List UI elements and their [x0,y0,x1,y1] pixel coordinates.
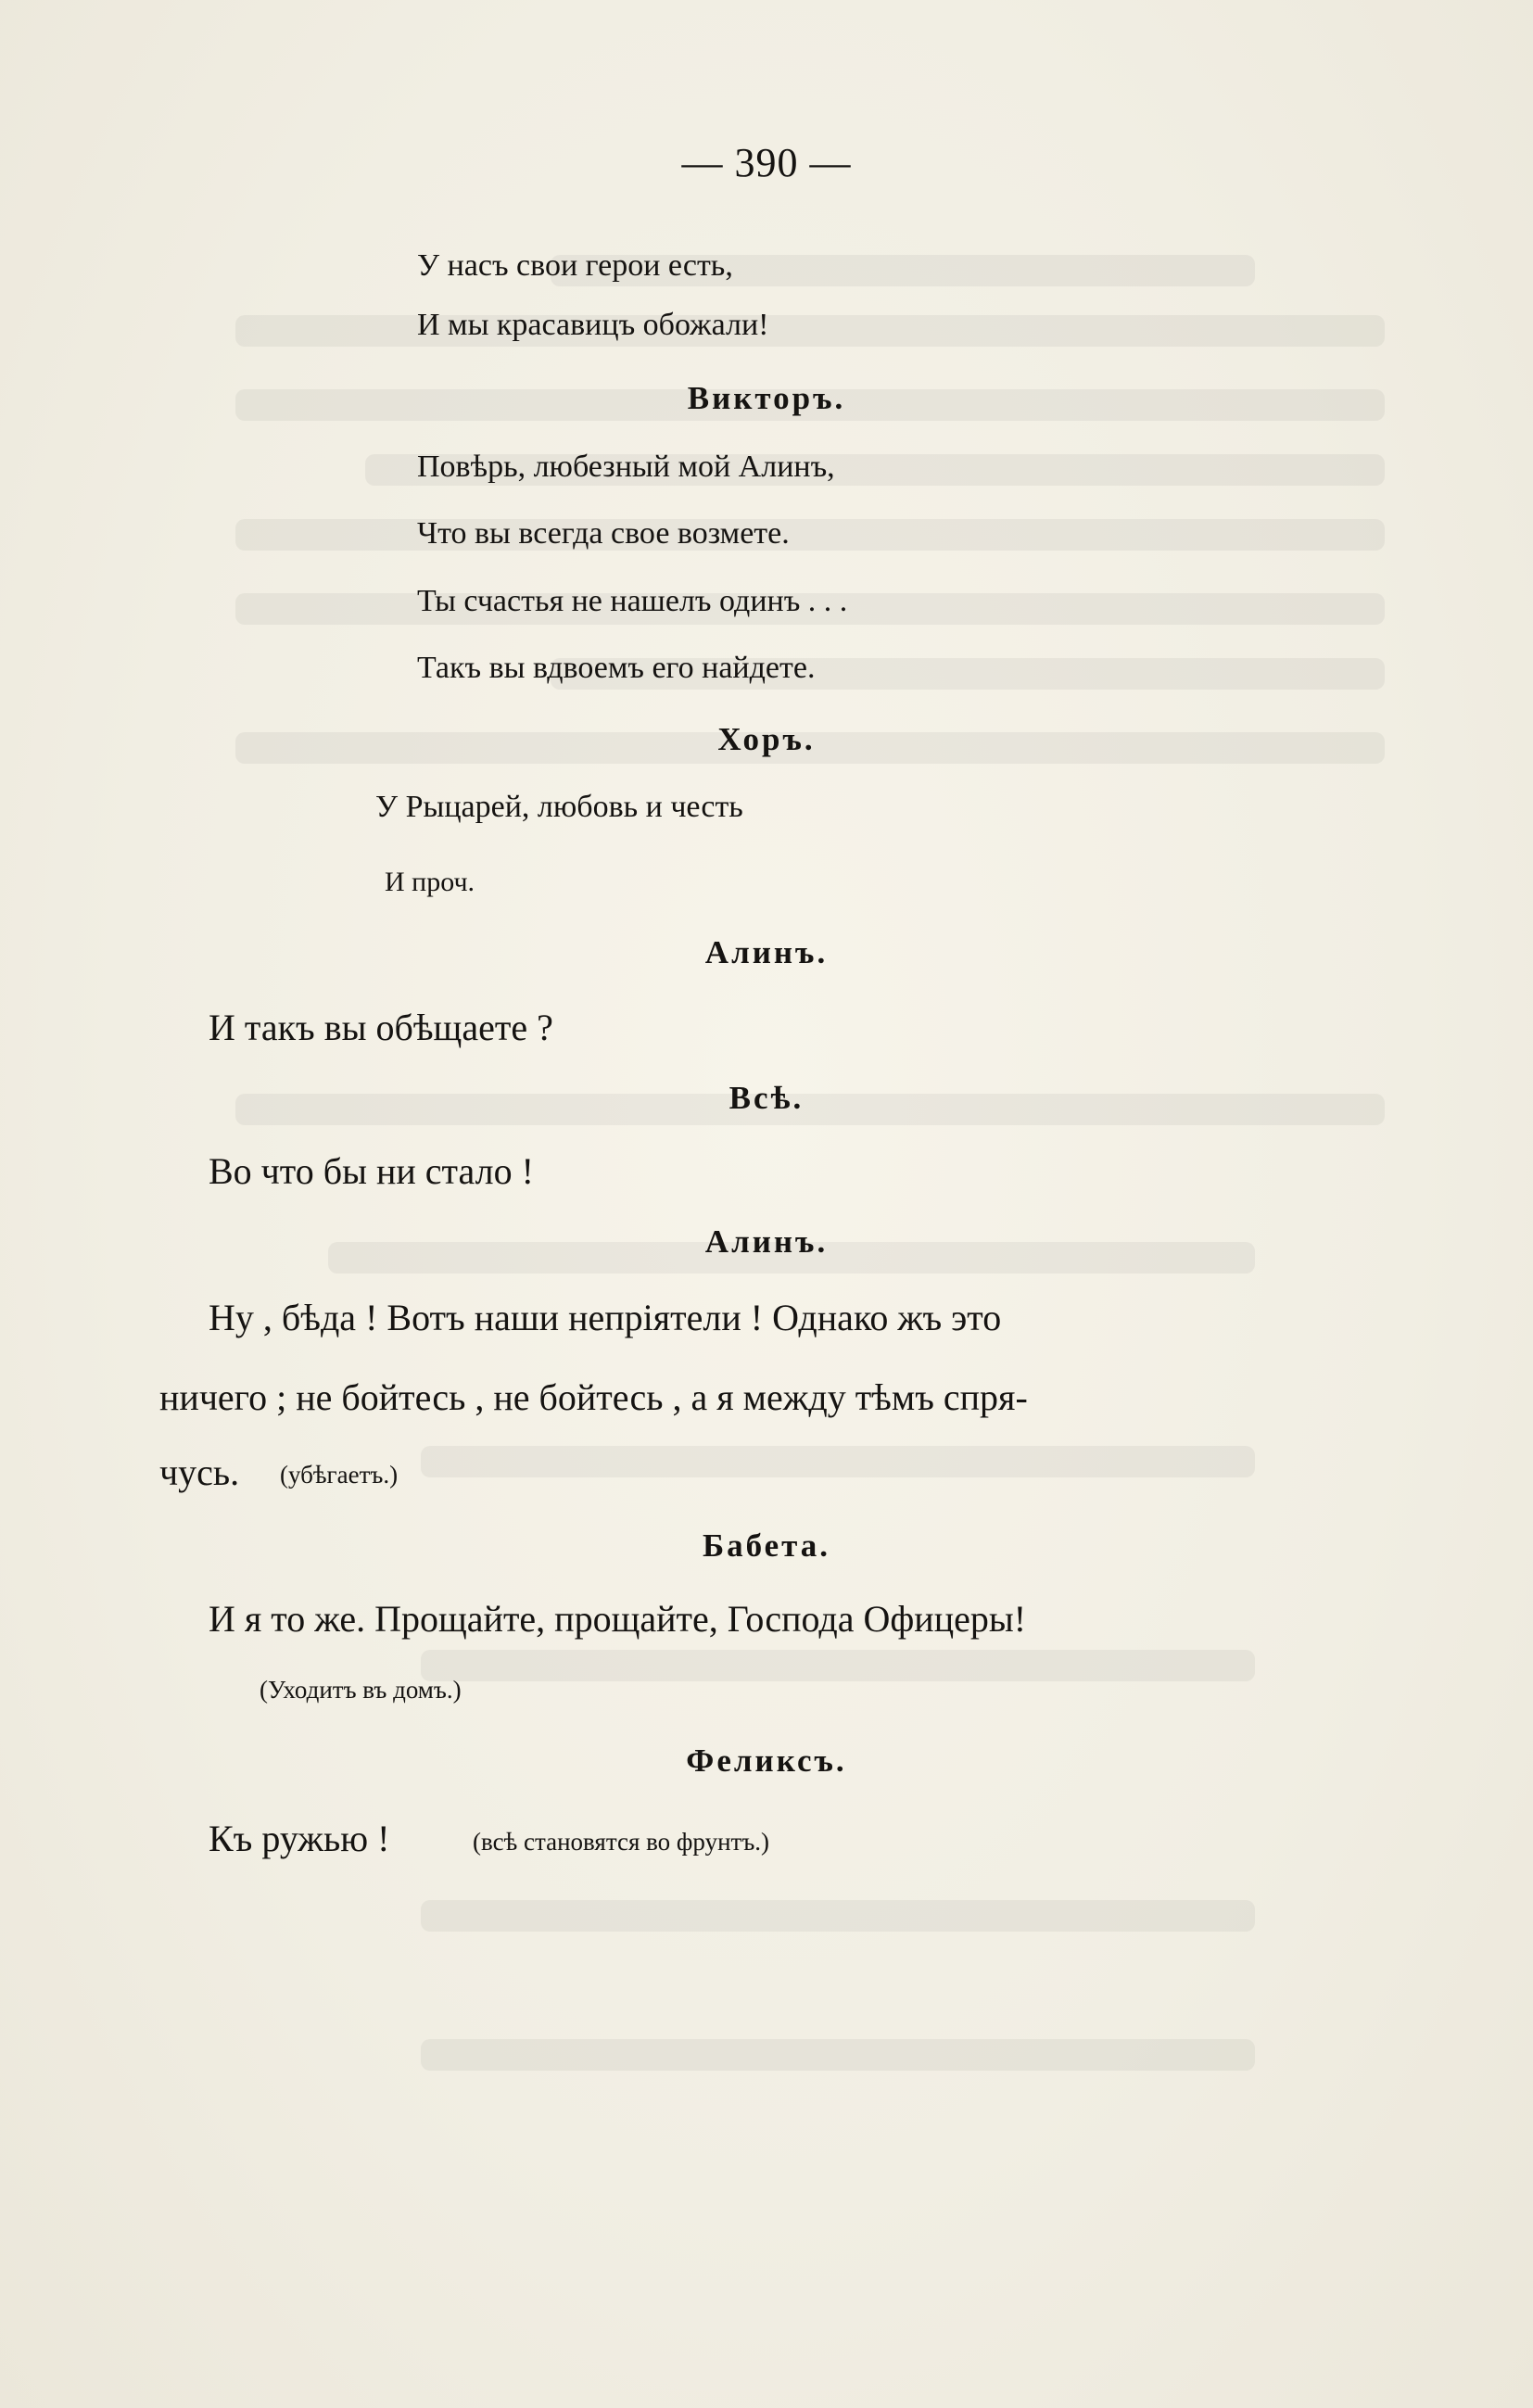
speaker-all: Всѣ. [728,1080,805,1116]
verse-line-4: Что вы всегда свое возмете. [417,516,790,551]
prose-line-7: Къ ружью ! [209,1818,390,1859]
prose-line-4: ничего ; не бойтесь , не бойтесь , а я между тѣмъ спря- [159,1376,1028,1418]
speaker-chorus: Хоръ. [717,721,816,757]
speaker-alin-1: Алинъ. [704,934,829,970]
prose-line-1: И такъ вы обѣщаете ? [209,1007,553,1048]
verse-line-7: У Рыцарей, любовь и честь [375,790,743,824]
verse-line-6: Такъ вы вдвоемъ его найдете. [417,651,816,685]
speaker-alin-2: Алинъ. [704,1223,829,1260]
speaker-babeta: Бабета. [702,1527,831,1564]
speaker-feliks: Феликсъ. [686,1743,847,1779]
verse-line-1: У насъ свои герои есть, [417,248,733,283]
verse-line-3: Повѣрь, любезный мой Алинъ, [417,450,835,484]
stage-direction-1: (убѣгаетъ.) [280,1461,399,1489]
verse-line-2: И мы красавицъ обожали! [417,308,769,342]
prose-line-6: И я то же. Прощайте, прощайте, Господа Офицеры! [209,1598,1027,1640]
prose-line-5: чусь. [159,1451,240,1493]
stage-direction-2: (Уходитъ въ домъ.) [260,1676,462,1704]
verse-line-5: Ты счастья не нашелъ одинъ . . . [417,584,848,618]
stage-direction-3: (всѣ становятся во фрунтъ.) [473,1828,770,1856]
page-number: — 390 — [681,140,852,185]
verse-line-8: И проч. [385,867,475,897]
prose-line-2: Во что бы ни стало ! [209,1150,534,1192]
speaker-viktor: Викторъ. [687,380,846,416]
prose-line-3: Ну , бѣда ! Вотъ наши непріятели ! Однако жъ это [209,1297,1002,1338]
